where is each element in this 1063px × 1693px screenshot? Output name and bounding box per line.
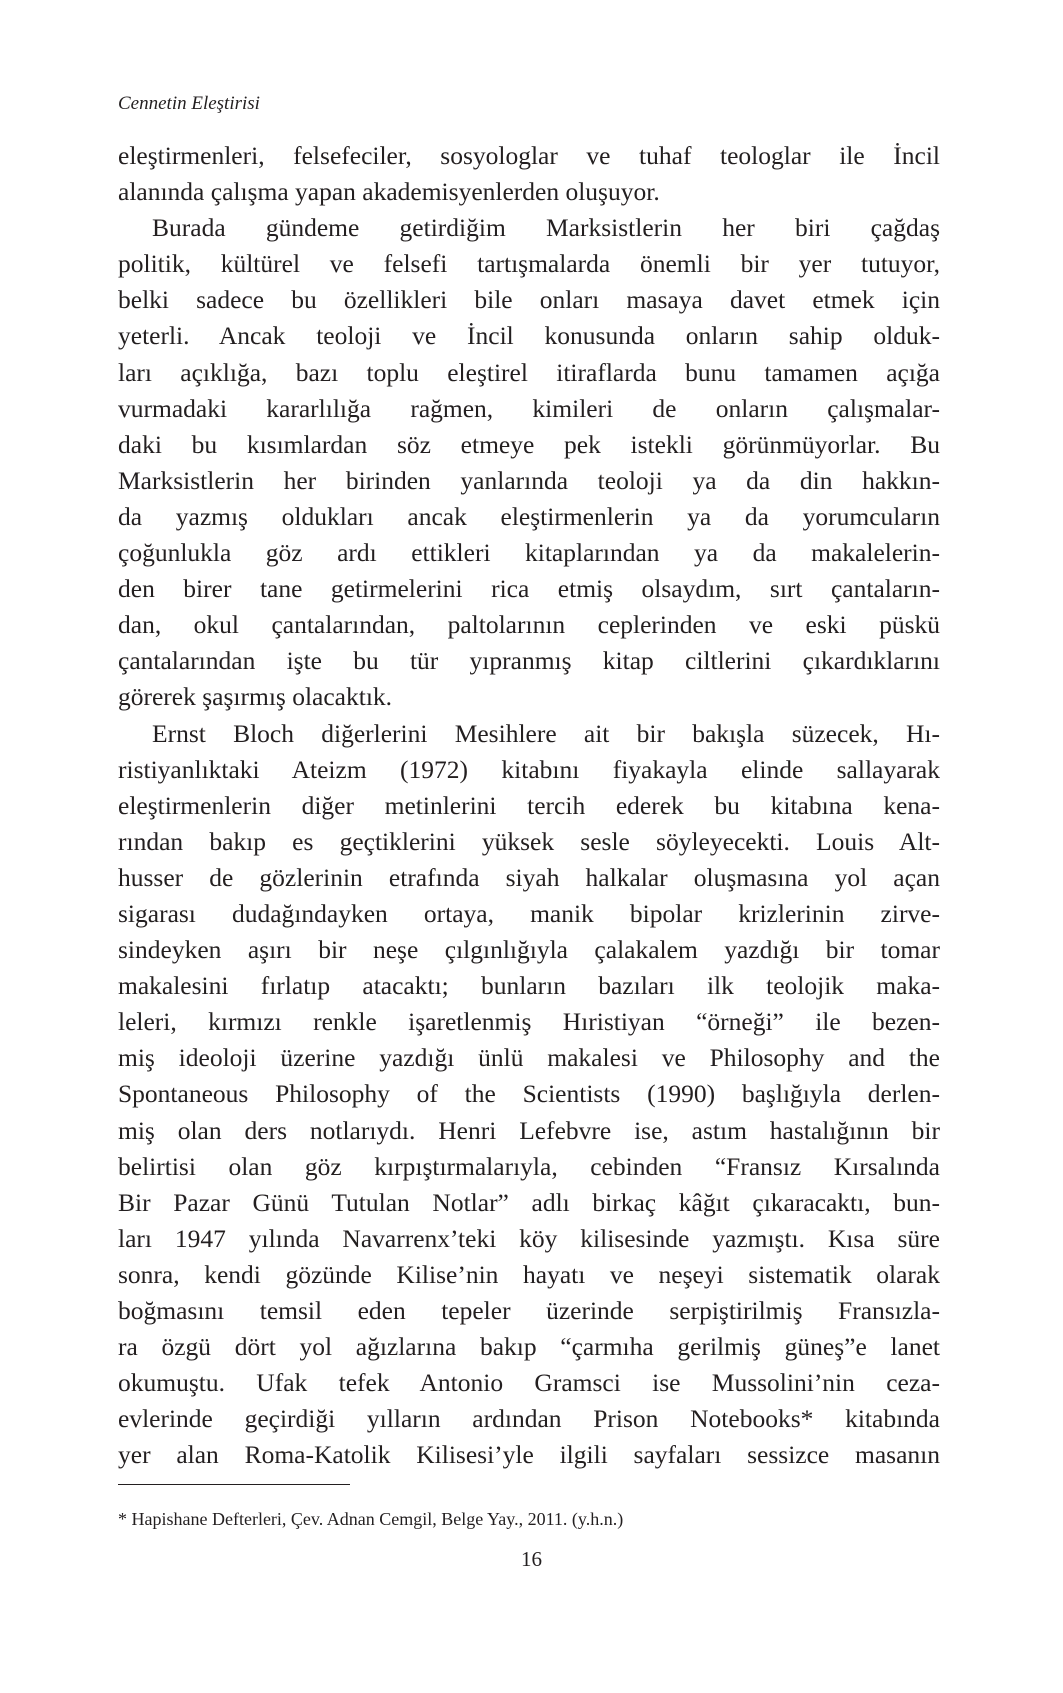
text-line: yer alan Roma-Katolik Kilisesi’yle ilgili sayfaları sessizce masanın xyxy=(118,1440,940,1470)
text-line: sigarası dudağındayken ortaya, manik bipolar krizlerinin zirve- xyxy=(118,898,940,928)
text-line: görerek şaşırmış olacaktık. xyxy=(118,682,393,712)
text-line: Spontaneous Philosophy of the Scientists (1990) başlığıyla derlen- xyxy=(118,1079,940,1109)
text-line: miş olan ders notlarıydı. Henri Lefebvre ise, astım hastalığının bir xyxy=(118,1115,940,1145)
text-line: okumuştu. Ufak tefek Antonio Gramsci ise Mussolini’nin ceza- xyxy=(118,1368,940,1398)
text-line: daki bu kısımlardan söz etmeye pek istekli görünmüyorlar. Bu xyxy=(118,429,940,459)
text-line: Bir Pazar Günü Tutulan Notlar” adlı birkaç kâğıt çıkaracaktı, bun- xyxy=(118,1187,940,1217)
text-line: leleri, kırmızı renkle işaretlenmiş Hıristiyan “örneği” ile bezen- xyxy=(118,1007,940,1037)
text-line: yeterli. Ancak teoloji ve İncil konusunda onların sahip olduk- xyxy=(118,321,940,351)
text-line: politik, kültürel ve felsefi tartışmalarda önemli bir yer tutuyor, xyxy=(118,249,940,279)
text-line: vurmadaki kararlılığa rağmen, kimileri de onların çalışmalar- xyxy=(118,393,940,423)
text-line: çantalarından işte bu tür yıpranmış kitap ciltlerini çıkardıklarını xyxy=(118,646,940,676)
text-line: Ernst Bloch diğerlerini Mesihlere ait bir bakışla süzecek, Hı- xyxy=(152,718,940,748)
text-line: ları açıklığa, bazı toplu eleştirel itiraflarda bunu tamamen açığa xyxy=(118,357,940,387)
text-line: husser de gözlerinin etrafında siyah halkalar oluşmasına yol açan xyxy=(118,862,940,892)
text-line: rından bakıp es geçtiklerini yüksek sesle söyleyecekti. Louis Alt- xyxy=(118,826,940,856)
text-line: boğmasını temsil eden tepeler üzerinde serpiştirilmiş Fransızla- xyxy=(118,1296,940,1325)
body-text xyxy=(118,138,940,1473)
text-line: den birer tane getirmelerini rica etmiş olsaydım, sırt çantaların- xyxy=(118,574,940,604)
page-number: 16 xyxy=(521,1547,542,1571)
text-line: ra özgü dört yol ağızlarına bakıp “çarmıha gerilmiş güneş”e lanet xyxy=(118,1332,940,1362)
text-line: ları 1947 yılında Navarrenx’teki köy kilisesinde yazmıştı. Kısa süre xyxy=(118,1223,940,1253)
text-line: sonra, kendi gözünde Kilise’nin hayatı ve neşeyi sistematik olarak xyxy=(118,1259,940,1289)
footnote-divider xyxy=(118,1484,350,1485)
text-line: belirtisi olan göz kırpıştırmalarıyla, cebinden “Fransız Kırsalında xyxy=(118,1151,940,1181)
text-line: miş ideoloji üzerine yazdığı ünlü makalesi ve Philosophy and the xyxy=(118,1043,940,1073)
text-line: eleştirmenlerin diğer metinlerini tercih ederek bu kitabına kena- xyxy=(118,790,940,820)
text-line: evlerinde geçirdiği yılların ardından Prison Notebooks* kitabında xyxy=(118,1404,940,1434)
text-line: Burada gündeme getirdiğim Marksistlerin her biri çağdaş xyxy=(152,213,940,243)
text-line: ristiyanlıktaki Ateizm (1972) kitabını fiyakayla elinde sallayarak xyxy=(118,754,940,784)
text-line: belki sadece bu özellikleri bile onları masaya davet etmek için xyxy=(118,285,940,315)
text-line: alanında çalışma yapan akademisyenlerden oluşuyor. xyxy=(118,177,660,207)
text-line: makalesini fırlatıp atacaktı; bunların bazıları ilk teolojik maka- xyxy=(118,971,940,1001)
text-line: dan, okul çantalarından, paltolarının ceplerinden ve eski püskü xyxy=(118,610,940,640)
text-line: çoğunlukla göz ardı ettikleri kitaplarından ya da makalelerin- xyxy=(118,538,940,568)
text-line: eleştirmenleri, felsefeciler, sosyologlar ve tuhaf teologlar ile İncil xyxy=(118,141,940,170)
text-line: da yazmış oldukları ancak eleştirmenlerin ya da yorumcuların xyxy=(118,501,940,531)
text-line: Marksistlerin her birinden yanlarında teoloji ya da din hakkın- xyxy=(118,465,940,495)
text-line: sindeyken aşırı bir neşe çılgınlığıyla çalakalem yazdığı bir tomar xyxy=(118,935,940,965)
footnote: * Hapishane Defterleri, Çev. Adnan Cemgil, Belge Yay., 2011. (y.h.n.) xyxy=(118,1509,624,1529)
running-head: Cennetin Eleştirisi xyxy=(118,93,260,114)
